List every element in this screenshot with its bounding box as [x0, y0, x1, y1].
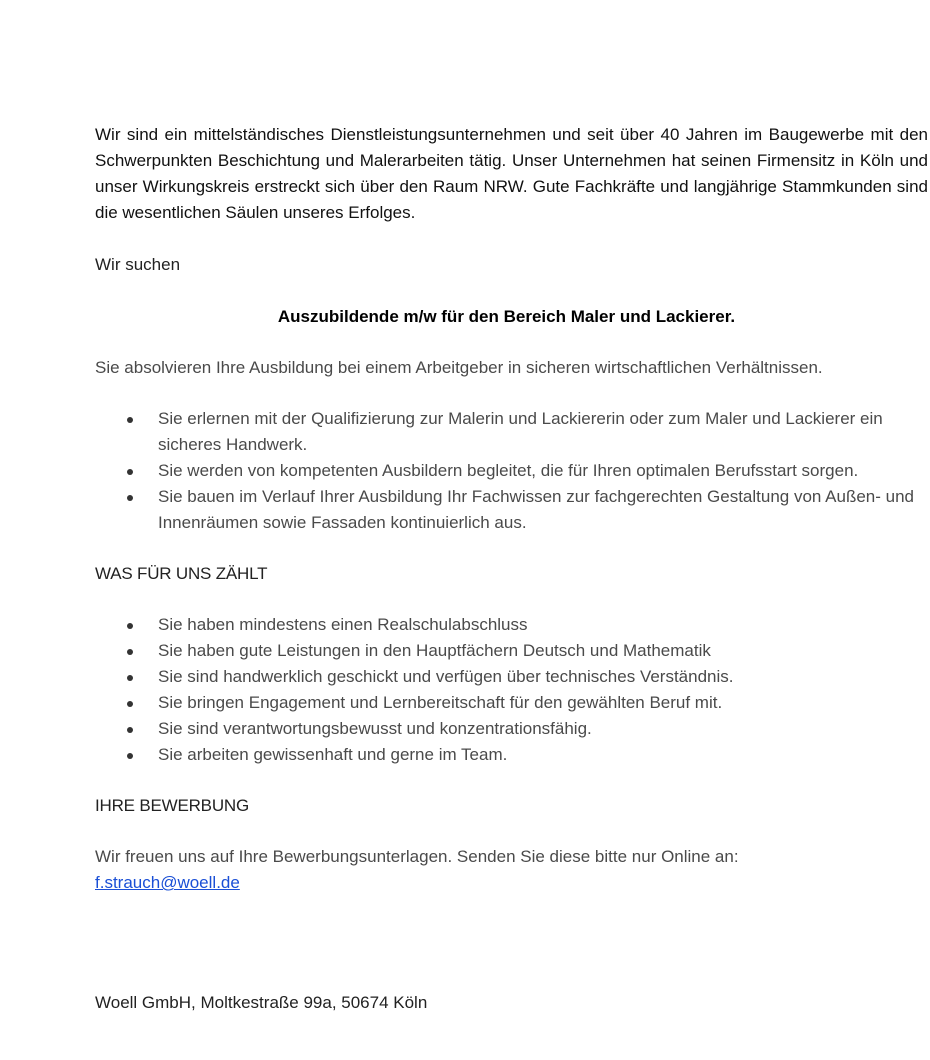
list-item: Sie sind handwerklich geschickt und verfügen über technisches Verständnis. — [95, 664, 928, 690]
application-text: Wir freuen uns auf Ihre Bewerbungsunterlagen. Senden Sie diese bitte nur Online an: — [95, 847, 739, 866]
company-intro: Wir sind ein mittelständisches Dienstleistungsunternehmen und seit über 40 Jahren im Baugewerbe mit den Schwerpunkten Beschichtung und Malerarbeiten tätig. Unser Unternehmen hat seinen Firmensitz in Köln und unser Wirkungskreis erstreckt sich über den Raum NRW. Gute Fachkräfte und langjährige Stammkunden sind die wesentlichen Säulen unseres Erfolges. — [95, 125, 928, 222]
list-item: Sie sind verantwortungsbewusst und konzentrationsfähig. — [95, 716, 928, 742]
footer-address: Woell GmbH, Moltkestraße 99a, 50674 Köln — [95, 993, 428, 1012]
list-item: Sie werden von kompetenten Ausbildern begleitet, die für Ihren optimalen Berufsstart sorgen. — [95, 458, 928, 484]
position-title: Auszubildende m/w für den Bereich Maler und Lackierer. — [277, 307, 736, 326]
offer-list — [95, 406, 928, 536]
application-heading: IHRE BEWERBUNG — [95, 796, 249, 815]
bullet-icon — [127, 701, 133, 707]
bullet-icon — [127, 753, 133, 759]
job-posting — [95, 122, 928, 896]
list-item: Sie haben gute Leistungen in den Hauptfächern Deutsch und Mathematik — [95, 638, 928, 664]
bullet-icon — [127, 675, 133, 681]
bullet-icon — [127, 417, 133, 423]
list-item: Sie erlernen mit der Qualifizierung zur Malerin und Lackiererin oder zum Maler und Lackierer ein sicheres Handwerk. — [95, 406, 928, 458]
requirements-heading: WAS FÜR UNS ZÄHLT — [95, 564, 268, 583]
bullet-icon — [127, 623, 133, 629]
list-item: Sie bringen Engagement und Lernbereitschaft für den gewählten Beruf mit. — [95, 690, 928, 716]
bullet-icon — [127, 727, 133, 733]
list-item: Sie bauen im Verlauf Ihrer Ausbildung Ihr Fachwissen zur fachgerechten Gestaltung von Außen- und Innenräumen sowie Fassaden kontinuierlich aus. — [95, 484, 928, 536]
offer-intro: Sie absolvieren Ihre Ausbildung bei einem Arbeitgeber in sicheren wirtschaftlichen Verhältnissen. — [95, 358, 823, 377]
we-seek-label: Wir suchen — [95, 255, 181, 274]
list-item: Sie haben mindestens einen Realschulabschluss — [95, 612, 928, 638]
application-email-link[interactable]: f.strauch@woell.de — [95, 873, 240, 892]
bullet-icon — [127, 495, 133, 501]
list-item: Sie arbeiten gewissenhaft und gerne im Team. — [95, 742, 928, 768]
bullet-icon — [127, 469, 133, 475]
bullet-icon — [127, 649, 133, 655]
requirements-list — [95, 612, 928, 768]
